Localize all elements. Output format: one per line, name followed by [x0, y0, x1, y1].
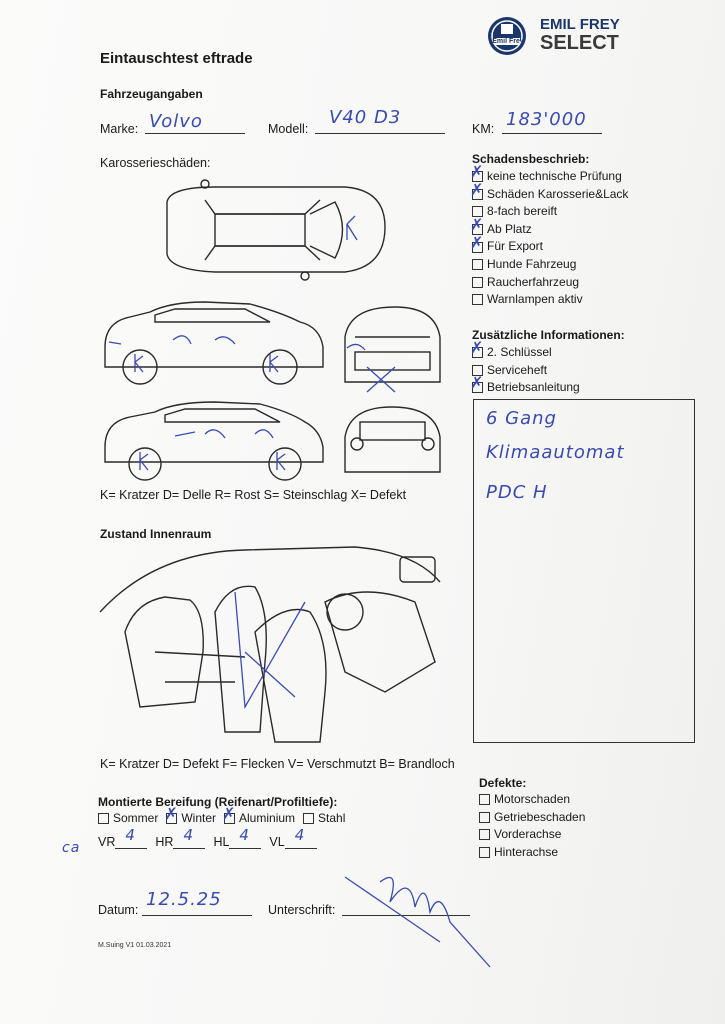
defect-item-rear-axle[interactable]: Hinterachse	[479, 844, 689, 862]
model-label: Modell:	[268, 122, 309, 136]
version-text: M.Suing V1 01.03.2021	[98, 942, 172, 949]
form-title: Eintauschtest eftrade	[100, 50, 253, 67]
checkbox-icon[interactable]	[479, 847, 490, 858]
signature-label: Unterschrift:	[268, 903, 336, 917]
tire-option-summer[interactable]: Sommer	[98, 810, 158, 828]
damage-description-list	[472, 168, 692, 309]
tire-depth-vr[interactable]: VR 4	[98, 832, 147, 849]
make-field[interactable]	[145, 111, 245, 134]
tire-depth-prefix: ca	[62, 840, 81, 856]
signature-drawing	[340, 862, 500, 972]
tire-option-aluminium[interactable]: ✗ Aluminium	[224, 810, 295, 828]
note-line-3: PDC H	[486, 482, 548, 503]
checkbox-icon[interactable]	[472, 171, 483, 182]
tires-heading: Montierte Bereifung (Reifenart/Profiltiefe):	[98, 795, 338, 809]
body-damage-heading: Karosserieschäden:	[100, 156, 211, 170]
vehicle-heading: Fahrzeugangaben	[100, 87, 203, 101]
info-item-manual[interactable]: ✗ Betriebsanleitung	[472, 379, 692, 397]
checkbox-icon[interactable]	[472, 259, 483, 270]
defect-item-gearbox[interactable]: Getriebeschaden	[479, 809, 689, 827]
interior-heading: Zustand Innenraum	[100, 527, 212, 541]
additional-info-list	[472, 344, 692, 397]
car-diagram	[95, 172, 455, 492]
km-label: KM:	[472, 122, 495, 136]
note-line-2: Klimaautomat	[486, 442, 625, 463]
car-top-view	[167, 180, 385, 280]
tire-option-winter[interactable]: ✗ Winter	[166, 810, 216, 828]
damage-item-warning-lights[interactable]: Warnlampen aktiv	[472, 291, 692, 309]
info-item-service-book[interactable]: Serviceheft	[472, 362, 692, 380]
km-field[interactable]	[502, 109, 602, 134]
checkbox-icon[interactable]	[472, 382, 483, 393]
tire-depth-hr[interactable]: HR 4	[155, 832, 205, 849]
tire-depth-hl[interactable]: HL 4	[213, 832, 261, 849]
body-damage-legend: K= Kratzer D= Delle R= Rost S= Steinschlag X= Defekt	[100, 488, 407, 502]
model-field[interactable]	[315, 107, 445, 134]
tire-depth-vl[interactable]: VL 4	[269, 832, 316, 849]
interior-diagram	[95, 542, 450, 752]
damage-item-technical[interactable]: ✗ keine technische Prüfung	[472, 168, 692, 186]
car-side-view-right	[105, 402, 323, 480]
date-field[interactable]	[142, 889, 252, 916]
km-value: 183'000	[506, 109, 587, 130]
damage-item-tires[interactable]: 8-fach bereift	[472, 203, 692, 221]
checkbox-icon[interactable]	[479, 829, 490, 840]
checkbox-icon[interactable]	[472, 365, 483, 376]
notes-box[interactable]	[473, 399, 695, 743]
note-line-1: 6 Gang	[486, 408, 557, 429]
damage-item-on-site[interactable]: ✗ Ab Platz	[472, 221, 692, 239]
tire-option-steel[interactable]: Stahl	[303, 810, 345, 828]
defects-heading: Defekte:	[479, 776, 527, 790]
checkbox-icon[interactable]	[472, 242, 483, 253]
brand-line2: SELECT	[540, 32, 619, 54]
car-rear-view	[345, 407, 440, 472]
brand-line1: EMIL FREY	[540, 16, 620, 33]
make-value: Volvo	[149, 111, 203, 132]
checkbox-icon[interactable]	[166, 813, 177, 824]
car-side-view-left	[105, 302, 323, 384]
info-item-second-key[interactable]: ✗ 2. Schlüssel	[472, 344, 692, 362]
checkbox-icon[interactable]	[479, 812, 490, 823]
defect-item-front-axle[interactable]: Vorderachse	[479, 826, 689, 844]
tire-depths	[98, 826, 317, 849]
make-label: Marke:	[100, 122, 139, 136]
seal-text: Emil Frey	[492, 38, 524, 45]
model-value: V40 D3	[329, 107, 402, 128]
defect-item-engine[interactable]: Motorschaden	[479, 791, 689, 809]
checkbox-icon[interactable]	[472, 206, 483, 217]
checkbox-icon[interactable]	[472, 294, 483, 305]
car-front-view	[345, 307, 440, 392]
damage-item-body-paint[interactable]: ✗ Schäden Karosserie&Lack	[472, 186, 692, 204]
checkbox-icon[interactable]	[479, 794, 490, 805]
checkbox-icon[interactable]	[98, 813, 109, 824]
defects-list	[479, 791, 689, 861]
checkbox-icon[interactable]	[472, 277, 483, 288]
damage-description-heading: Schadensbeschrieb:	[472, 152, 590, 166]
interior-legend: K= Kratzer D= Defekt F= Flecken V= Verschmutzt B= Brandloch	[100, 757, 455, 771]
damage-item-smoker[interactable]: Raucherfahrzeug	[472, 274, 692, 292]
additional-info-heading: Zusätzliche Informationen:	[472, 328, 625, 342]
date-label: Datum:	[98, 903, 139, 917]
date-value: 12.5.25	[146, 889, 222, 910]
damage-item-export[interactable]: ✗ Für Export	[472, 238, 692, 256]
checkbox-icon[interactable]	[303, 813, 314, 824]
brand-logo	[482, 14, 632, 62]
checkbox-icon[interactable]	[224, 813, 235, 824]
checkbox-icon[interactable]	[472, 189, 483, 200]
checkbox-icon[interactable]	[472, 347, 483, 358]
checkbox-icon[interactable]	[472, 224, 483, 235]
damage-item-dog[interactable]: Hunde Fahrzeug	[472, 256, 692, 274]
tire-options	[98, 810, 345, 828]
